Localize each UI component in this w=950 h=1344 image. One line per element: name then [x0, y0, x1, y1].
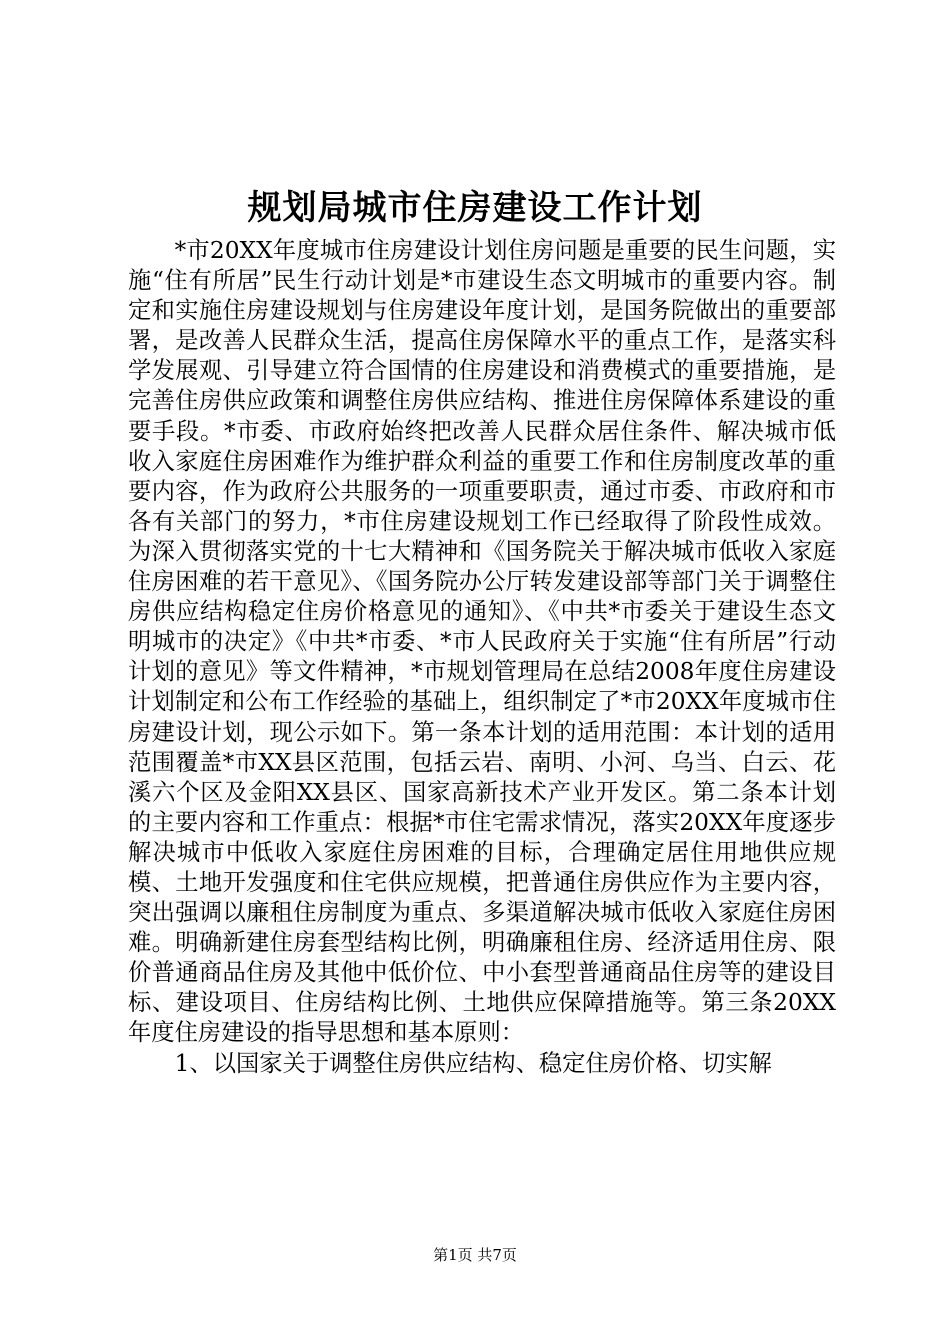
page-number-footer: 第1页 共7页 — [433, 1246, 517, 1264]
paragraph-intro: *市20XX年度城市住房建设计划住房问题是重要的民生问题，实施“住有所居”民生行动计划是*市建设生态文明城市的重要内容。制定和实施住房建设规划与住房建设年度计划，是国务院做出的重要部署，是改善人民群众生活，提高住房保障水平的重点工作，是落实科学发展观、引导建立符合国情的住房建设和消费模式的重要措施，是完善住房供应政策和调整住房供应结构、推进住房保障体系建设的重要手段。*市委、市政府始终把改善人民群众居住条件、解决城市低收入家庭住房困难作为维护群众利益的重要工作和住房制度改革的重要内容，作为政府公共服务的一项重要职责，通过市委、市政府和市各有关部门的努力，*市住房建设规划工作已经取得了阶段性成效。为深入贯彻落实党的十七大精神和《国务院关于解决城市低收入家庭住房困难的若干意见》、《国务院办公厅转发建设部等部门关于调整住房供应结构稳定住房价格意见的通知》、《中共*市委关于建设生态文明城市的决定》《中共*市委、*市人民政府关于实施“住有所居”行动计划的意见》等文件精神，*市规划管理局在总结2008年度住房建设计划制定和公布工作经验的基础上，组织制定了*市20XX年度城市住房建设计划，现公示如下。第一条本计划的适用范围：本计划的适用范围覆盖*市XX县区范围，包括云岩、南明、小河、乌当、白云、花溪六个区及金阳XX县区、国家高新技术产业开发区。第二条本计划的主要内容和工作重点：根据*市住宅需求情况，落实20XX年度逐步解决城市中低收入家庭住房困难的目标，合理确定居住用地供应规模、土地开发强度和住宅供应规模，把普通住房供应作为主要内容，突出强调以廉租住房制度为重点、多渠道解决城市低收入家庭住房困难。明确新建住房套型结构比例，明确廉租住房、经济适用住房、限价普通商品住房及其他中低价位、中小套型普通商品住房等的建设目标、建设项目、住房结构比例、土地供应保障措施等。第三条20XX年度住房建设的指导思想和基本原则： — [128, 237, 836, 1047]
document-body — [128, 236, 836, 1079]
paragraph-principle-1: 1、以国家关于调整住房供应结构、稳定住房价格、切实解 — [174, 1049, 772, 1077]
document-title: 规划局城市住房建设工作计划 — [247, 188, 703, 228]
